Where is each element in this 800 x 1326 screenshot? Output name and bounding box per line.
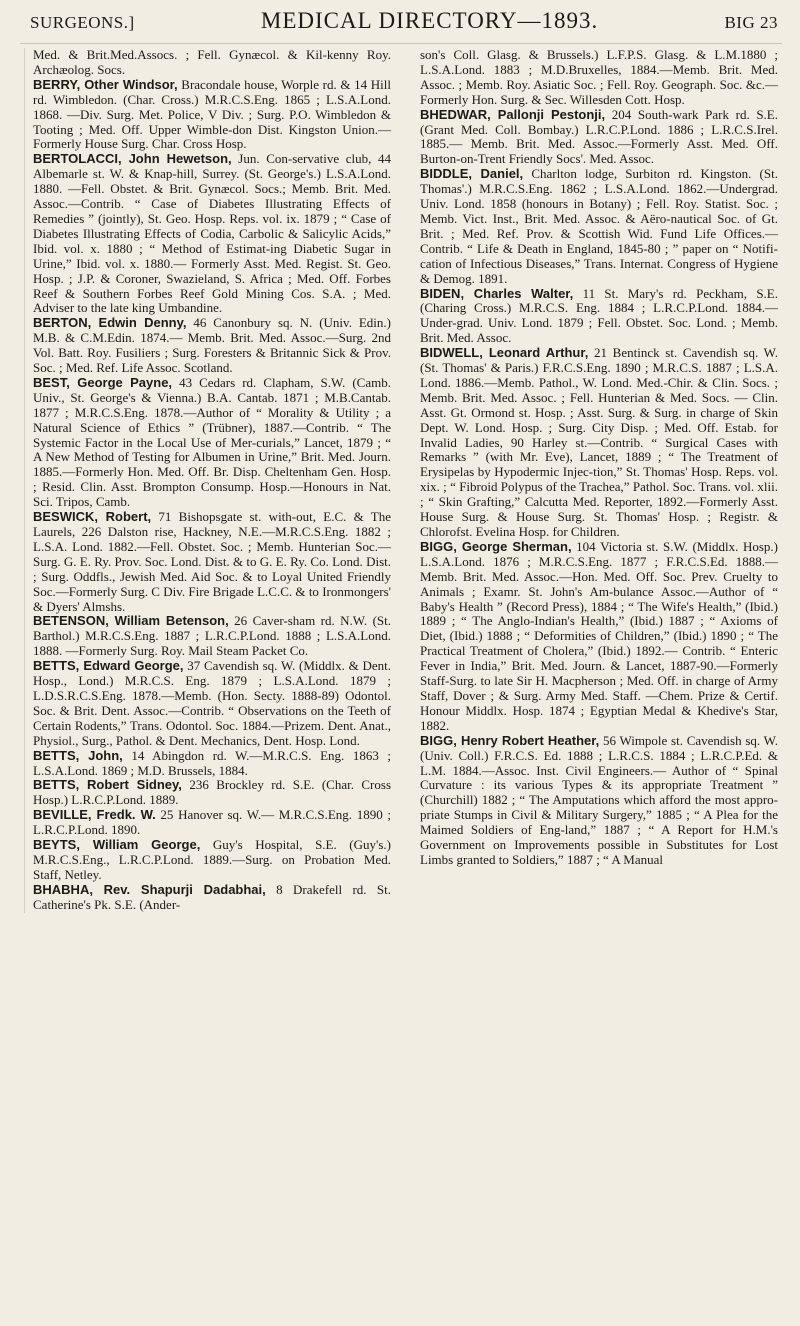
entry-name: BERTON, Edwin Denny, [33, 315, 187, 331]
entry-name: BERTOLACCI, John Hewetson, [33, 151, 232, 167]
entry-name: BIGG, George Sherman, [420, 538, 572, 554]
directory-entry [420, 48, 778, 108]
entry-text: 11 St. Mary's rd. Peckham, S.E. (Charing Cross.) M.R.C.S. Eng. 1884 ; L.R.C.P.Lond. 1884.—Under-grad. Univ. Lond. 1879 ; Fell. Obstet. Soc. Lond. ; Memb. Brit. Med. Assoc. [420, 285, 778, 346]
entry-text: 21 Bentinck st. Cavendish sq. W. (St. Thomas' & Paris.) F.R.C.S.Eng. 1890 ; M.R.C.S. 1887 ; L.S.A. Lond. 1886.—Memb. Pathol., W. Lond. Med.-Chir. & Clin. Socs. ; Memb. Brit. Med. Assoc. ; Fell. Hunterian & Med. Socs. — Clin. Asst. Gt. Ormond st. Hosp. ; Asst. Surg. & Surg. in charge of Skin Dept. W. Lond. Hosp. ; Surg. City Disp. ; Med. Off. Estab. for Invalid Ladies, 90 Harley st.—Contrib. “ Surgical Cases with Remarks ” (with Mr. Eve), Lancet, 1889 ; “ The Treatment of Erysipelas by Hypodermic Injec-tion,” St. Thomas' Hosp. Reps. vol. xix. ; “ Fibroid Polypus of the Trachea,” Pathol. Soc. Trans. vol. xlii. ; “ Skin Grafting,” Calcutta Med. Reporter, 1892.—Formerly Asst. House Surg. & House Surg. St. Thomas' Hosp. ; Registr. & Chlorofst. Evelina Hosp. for Children. [420, 345, 778, 539]
header-rule [20, 43, 782, 44]
directory-entry [33, 48, 391, 78]
directory-entry [420, 287, 778, 347]
entry-name: BHABHA, Rev. Shapurji Dadabhai, [33, 881, 266, 897]
entry-name: BETTS, John, [33, 747, 123, 763]
entry-text: 204 South-wark Park rd. S.E. (Grant Med. Coll. Bombay.) L.R.C.P.Lond. 1886 ; L.R.C.S.Irel. 1885.— Memb. Brit. Med. Assoc.—Formerly Asst. Med. Off. Burton-on-Trent Friendly Socs'. Med. Assoc. [420, 106, 778, 167]
entry-text: Jun. Con-servative club, 44 Albemarle st. W. & Knap-hill, Surrey. (St. George's.) L.S.A.Lond. 1880. —Fell. Obstet. & Brit. Gynæcol. Socs.; Memb. Brit. Med. Assoc.—Contrib. “ Case of Diabetes Illustrating Effects of Remedies ” (jointly), St. Geo. Hosp. Reps. vol. ix. 1879 ; “ Case of Diabetes Illustrating Effects of Codia, Carbolic & Salicylic Acids,” Ibid. vol. x. 1880 ; “ Method of Estimat-ing Diabetic Sugar in Urine,” Ibid. vol. x. 1880.— Formerly Asst. Med. Regist. St. Geo. Hosp. ; J.P. & Coroner, Swazieland, S. Africa ; Med. Off. Forbes Reef & Southern Forbes Reef Gold Mining Cos. S.A. ; Med. Adviser to the late king Umbandine. [33, 151, 391, 316]
entry-name: BIGG, Henry Robert Heather, [420, 732, 600, 748]
entry-text: 14 Abingdon rd. W.—M.R.C.S. Eng. 1863 ; L.S.A.Lond. 1869 ; M.D. Brussels, 1884. [33, 747, 391, 778]
directory-entry [33, 78, 391, 153]
directory-entry [33, 838, 391, 883]
entry-text: son's Coll. Glasg. & Brussels.) L.F.P.S. Glasg. & L.M.1880 ; L.S.A.Lond. 1883 ; M.D.Bruxelles, 1884.—Memb. Brit. Med. Assoc. ; Memb. Roy. Asiatic Soc. ; Fell. Roy. Geograph. Soc. &c.— Formerly Hon. Surg. & Sec. Willesden Cott. Hosp. [420, 47, 778, 107]
page-header [30, 8, 778, 40]
directory-entry [33, 749, 391, 779]
entry-name: BIDWELL, Leonard Arthur, [420, 345, 589, 361]
entry-name: BEYTS, William George, [33, 837, 201, 853]
entry-text: 46 Canonbury sq. N. (Univ. Edin.) M.B. & C.M.Edin. 1874.— Memb. Brit. Med. Assoc.—Surg. 2nd Vol. Batt. Roy. Fusiliers ; Surg. Foresters & Britannic Sick & Prov. Soc. ; Med. Ref. Life Assoc. Scotland. [33, 315, 391, 376]
entry-name: BHEDWAR, Pallonji Pestonji, [420, 106, 606, 122]
directory-entry [33, 376, 391, 510]
directory-entry [33, 883, 391, 913]
entry-name: BETTS, Edward George, [33, 658, 184, 674]
entry-name: BETENSON, William Betenson, [33, 613, 229, 629]
section-label: SURGEONS.] [30, 13, 135, 32]
directory-entry [33, 152, 391, 316]
entry-name: BESWICK, Robert, [33, 509, 152, 525]
entry-text: 26 Caver-sham rd. N.W. (St. Barthol.) M.R.C.S.Eng. 1887 ; L.R.C.P.Lond. 1888 ; L.S.A.Lond. 1888. —Formerly Surg. Roy. Mail Steam Packet Co. [33, 613, 391, 659]
entry-text: 236 Brockley rd. S.E. (Char. Cross Hosp.) L.R.C.P.Lond. 1889. [33, 777, 391, 808]
entry-name: BERRY, Other Windsor, [33, 76, 178, 92]
directory-entry [33, 614, 391, 659]
directory-entry [33, 659, 391, 748]
directory-entry [33, 510, 391, 614]
directory-entry [420, 108, 778, 168]
entry-text: 25 Hanover sq. W.— M.R.C.S.Eng. 1890 ; L.R.C.P.Lond. 1890. [33, 807, 391, 838]
directory-entry [33, 808, 391, 838]
entry-text: Charlton lodge, Surbiton rd. Kingston. (St. Thomas'.) M.R.C.S.Eng. 1862 ; L.S.A.Lond. 1862.—Undergrad. Univ. Lond. 1858 (honours in Botany) ; Fell. Roy. Statist. Soc. ; Memb. Vict. Inst., Brit. Med. Assoc. & Aëro-nautical Soc. of Gt. Brit. ; Med. Ref. Prov. & Scottish Wid. Fund Life Offices.—Contrib. “ Life & Death in England, 1845-80 ; ” paper on “ Notifi-cation of Infectious Diseases,” Trans. Internat. Congress of Hygiene & Demog. 1891. [420, 166, 778, 286]
entry-text: 43 Cedars rd. Clapham, S.W. (Camb. Univ., St. George's & Vienna.) B.A. Cantab. 1871 ; M.B.Cantab. 1877 ; M.R.C.S.Eng. 1878.—Author of “ Morality & Utility ; a Natural Science of Ethics ” (Trübner), 1887.—Contrib. “ The Systemic Factor in the Local Use of Mer-curials,” Lancet, 1879 ; “ A New Method of Testing for Albumen in Urine,” Brit. Med. Journ. 1885.—Formerly Hon. Med. Off. Br. Disp. Cheltenham Gen. Hosp. ; Resid. Clin. Asst. Brompton Consump. Hosp.—Honours in Nat. Sci. Tripos, Camb. [33, 374, 391, 510]
directory-entry [420, 540, 778, 734]
entry-text: Med. & Brit.Med.Assocs. ; Fell. Gynæcol. & Kil-kenny Roy. Archæolog. Socs. [33, 47, 391, 77]
entry-text: 71 Bishopsgate st. with-out, E.C. & The Laurels, 226 Dalston rise, Hackney, N.E.—M.R.C.S.Eng. 1882 ; L.S.A. Lond. 1882.—Fell. Obstet. Soc. ; Memb. Hunterian Soc.—Surg. G. E. Ry. Prov. Soc. Lond. Dist. & to G. E. Ry. Co. Lond. Dist. ; Surg. Oddfls., Jewish Med. Aid Soc. & to Loyal United Friendly Soc.—Formerly Surg. C Div. Fire Brigade L.C.C. & to Ironmongers' & Dyers' Almshs. [33, 509, 391, 614]
directory-entry [420, 167, 778, 286]
entry-text: 56 Wimpole st. Cavendish sq. W. (Univ. Coll.) F.R.C.S. Ed. 1888 ; L.R.C.S. 1884 ; L.R.C.P.Ed. & L.M. 1884.—Assoc. Inst. Civil Engineers.— Author of “ Spinal Curvature : its various Types & its appropriate Treatment ” (Churchill) 1882 ; “ The Amputations which afford the most appro-priate Stumps in Civil & Military Surgery,” 1885 ; “ A Plea for the Maimed Soldiers of Eng-land,” 1887 ; “ A Report for H.M.'s Government on Improvements possible in Substitutes for Lost Limbs granted to Soldiers,” 1887 ; “ A Manual [420, 732, 778, 867]
entry-text: Guy's Hospital, S.E. (Guy's.) M.R.C.S.Eng., L.R.C.P.Lond. 1889.—Surg. on Probation Med. Staff, Netley. [33, 837, 391, 882]
entry-text: 37 Cavendish sq. W. (Middlx. & Dent. Hosp., Lond.) M.R.C.S. Eng. 1879 ; L.S.A.Lond. 1879 ; L.D.S.R.C.S.Eng. 1878.—Memb. (Hon. Secty. 1888-89) Odontol. Soc. & Brit. Dent. Assoc.—Contrib. “ Observations on the Teeth of Certain Rodents,” Trans. Odontol. Soc. 1884.—Prizem. Dent. Anat., Physiol., Surg., Pathol. & Dent. Mechanics, Dent. Hosp. Lond. [33, 658, 391, 748]
entry-name: BEVILLE, Fredk. W. [33, 807, 156, 823]
entry-name: BETTS, Robert Sidney, [33, 777, 182, 793]
entry-name: BEST, George Payne, [33, 374, 173, 390]
directory-entry [420, 734, 778, 868]
directory-entry [420, 346, 778, 540]
entry-name: BIDEN, Charles Walter, [420, 285, 574, 301]
entry-text: 8 Drakefell rd. St. Catherine's Pk. S.E. (Ander- [33, 881, 391, 912]
entry-text: Bracondale house, Worple rd. & 14 Hill rd. Wimbledon. (Char. Cross.) M.R.C.S.Eng. 1865 ; L.S.A.Lond. 1868. —Div. Surg. Met. Police, V Div. ; Surg. P.O. Wimbledon & Tooting ; Med. Off. Upper Wimble-don Dist. Kingston Union.—Formerly House Surg. Char. Cross Hosp. [33, 76, 391, 152]
right-column [420, 48, 778, 868]
page-title: MEDICAL DIRECTORY—1893. [260, 8, 599, 33]
left-column [24, 48, 391, 913]
entry-text: 104 Victoria st. S.W. (Middlx. Hosp.) L.S.A.Lond. 1876 ; M.R.C.S.Eng. 1877 ; F.R.C.S.Ed. 1888.—Memb. Brit. Med. Assoc.—Hon. Med. Off. Soc. Prev. Cruelty to Animals ; Examr. St. John's Am-bulance Assoc.—Author of “ Baby's Health ” (Record Press), 1884 ; “ The Wife's Health,” (Ibid.) 1889 ; “ The Anglo-Indian's Health,” (Ibid.) 1887 ; “ Axioms of Diet, (Ibid.) 1888 ; “ Deformities of Children,” (Ibid.) 1890 ; “ The Practical Treatment of Cholera,” (Ibid.) 1892.— Contrib. “ Enteric Fever in India,” Brit. Med. Journ. & Lancet, 1887-90.—Formerly Staff-Surg. to late Sir H. Macpherson ; Med. Off. in charge of Army Staff, Dover ; & Surg. Army Med. Staff. —Chem. Prize & Certif. Honour Middlx. Hosp. 1874 ; Egyptian Medal & Khedive's Star, 1882. [420, 538, 778, 733]
page-number: BIG 23 [724, 13, 778, 32]
directory-entry [33, 778, 391, 808]
directory-entry [33, 316, 391, 376]
entry-name: BIDDLE, Daniel, [420, 166, 524, 182]
